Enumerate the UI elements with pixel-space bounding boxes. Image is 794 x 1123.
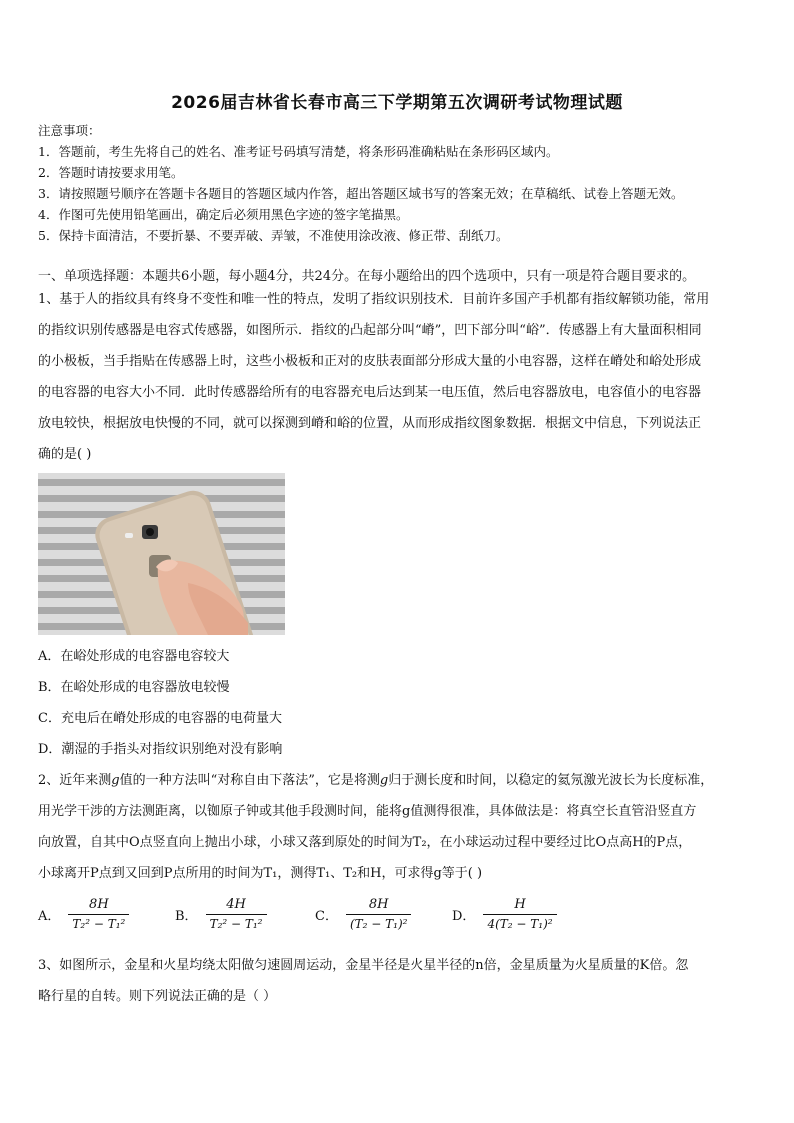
notice-item: 3．请按照题号顺序在答题卡各题目的答题区域内作答，超出答题区域书写的答案无效；在草稿纸、试卷上答题无效。	[38, 186, 684, 201]
question-2-line: 向放置，自其中O点竖直向上抛出小球，小球又落到原处的时间为T₂，在小球运动过程中要经过比O点高H的P点，	[38, 835, 692, 850]
question-2-line	[38, 765, 758, 796]
denominator: T₂² − T₁²	[206, 914, 267, 931]
question-2-stem	[38, 765, 758, 889]
notice-heading: 注意事项：	[38, 123, 101, 138]
fraction	[206, 897, 267, 931]
numerator: 8H	[89, 897, 109, 912]
notice-item: 2．答题时请按要求用笔。	[38, 165, 184, 180]
question-1-option-a: A．在峪处形成的电容器电容较大	[38, 649, 230, 664]
notice-item: 1．答题前，考生先将自己的姓名、准考证号码填写清楚，将条形码准确粘贴在条形码区域内。	[38, 144, 559, 159]
question-1-line: 确的是( )	[38, 447, 92, 462]
option-label: D．	[452, 908, 476, 924]
question-2-option-b	[175, 897, 267, 931]
question-3-stem	[38, 950, 758, 1012]
question-2-line: 小球离开P点到又回到P点所用的时间为T₁，测得T₁、T₂和H，可求得g等于( )	[38, 866, 483, 881]
numerator: 8H	[368, 897, 389, 912]
question-2-option-d	[452, 897, 557, 931]
question-1-option-d: D．潮湿的手指头对指纹识别绝对没有影响	[38, 742, 283, 757]
option-label: C．	[315, 908, 338, 924]
page-title: 2026届吉林省长春市高三下学期第五次调研考试物理试题	[171, 93, 623, 113]
numerator: 4H	[226, 897, 246, 912]
notice-item: 4．作图可先使用铅笔画出，确定后必须用黑色字迹的签字笔描黑。	[38, 207, 409, 222]
numerator: H	[514, 897, 526, 912]
question-2-option-a	[38, 897, 129, 931]
option-label: A．	[38, 908, 61, 924]
question-3-line: 略行星的自转。则下列说法正确的是（ ）	[38, 989, 277, 1004]
denominator: 4(T₂ − T₁)²	[483, 914, 556, 931]
section-heading: 一、单项选择题：本题共6小题，每小题4分，共24分。在每小题给出的四个选项中，只有一项是符合题目要求的。	[38, 269, 696, 284]
question-2-line: 用光学干涉的方法测距离，以铷原子钟或其他手段测时间，能将g值测得很准，具体做法是：将真空长直管沿竖直方	[38, 804, 697, 819]
question-2-text: 归于测长度和时间，以稳定的氦氖激光波长为长度标准，	[388, 773, 714, 788]
question-1-line: 的小极板，当手指贴在传感器上时，这些小极板和正对的皮肤表面部分形成大量的小电容器，这样在嵴处和峪处形成	[38, 354, 702, 369]
question-2-text: 2、近年来测	[38, 773, 112, 788]
fraction	[346, 897, 412, 931]
question-1-line: 1、基于人的指纹具有终身不变性和唯一性的特点，发明了指纹识别技术．目前许多国产手机都有指纹解锁功能，常用	[38, 292, 710, 307]
question-1-stem	[38, 284, 758, 470]
denominator: (T₂ − T₁)²	[346, 914, 412, 931]
question-3-line: 3、如图所示，金星和火星均绕太阳做匀速圆周运动，金星半径是火星半径的n倍，金星质量为火星质量的K倍。忽	[38, 958, 689, 973]
question-2-text: 值的一种方法叫“对称自由下落法”，它是将测	[119, 773, 380, 788]
fraction	[483, 897, 556, 931]
variable-g: g	[379, 773, 389, 788]
fingerprint-phone-photo	[38, 473, 285, 635]
question-1-line: 放电较快，根据放电快慢的不同，就可以探测到嵴和峪的位置，从而形成指纹图象数据．根据文中信息，下列说法正	[38, 416, 702, 431]
question-1-line: 的电容器的电容大小不同．此时传感器给所有的电容器充电后达到某一电压值，然后电容器放电，电容值小的电容器	[38, 385, 702, 400]
variable-g: g	[111, 773, 120, 788]
denominator: T₂² − T₁²	[68, 914, 129, 931]
option-label: B．	[175, 908, 198, 924]
notice-item: 5．保持卡面清洁，不要折暴、不要弄破、弄皱，不准使用涂改液、修正带、刮纸刀。	[38, 228, 509, 243]
question-2-option-c	[315, 897, 411, 931]
question-1-line: 的指纹识别传感器是电容式传感器，如图所示．指纹的凸起部分叫“嵴”，凹下部分叫“峪”．传感器上有大量面积相同	[38, 323, 702, 338]
fraction	[68, 897, 129, 931]
question-1-option-c: C．充电后在嵴处形成的电容器的电荷量大	[38, 711, 282, 726]
question-1-option-b: B．在峪处形成的电容器放电较慢	[38, 680, 230, 695]
